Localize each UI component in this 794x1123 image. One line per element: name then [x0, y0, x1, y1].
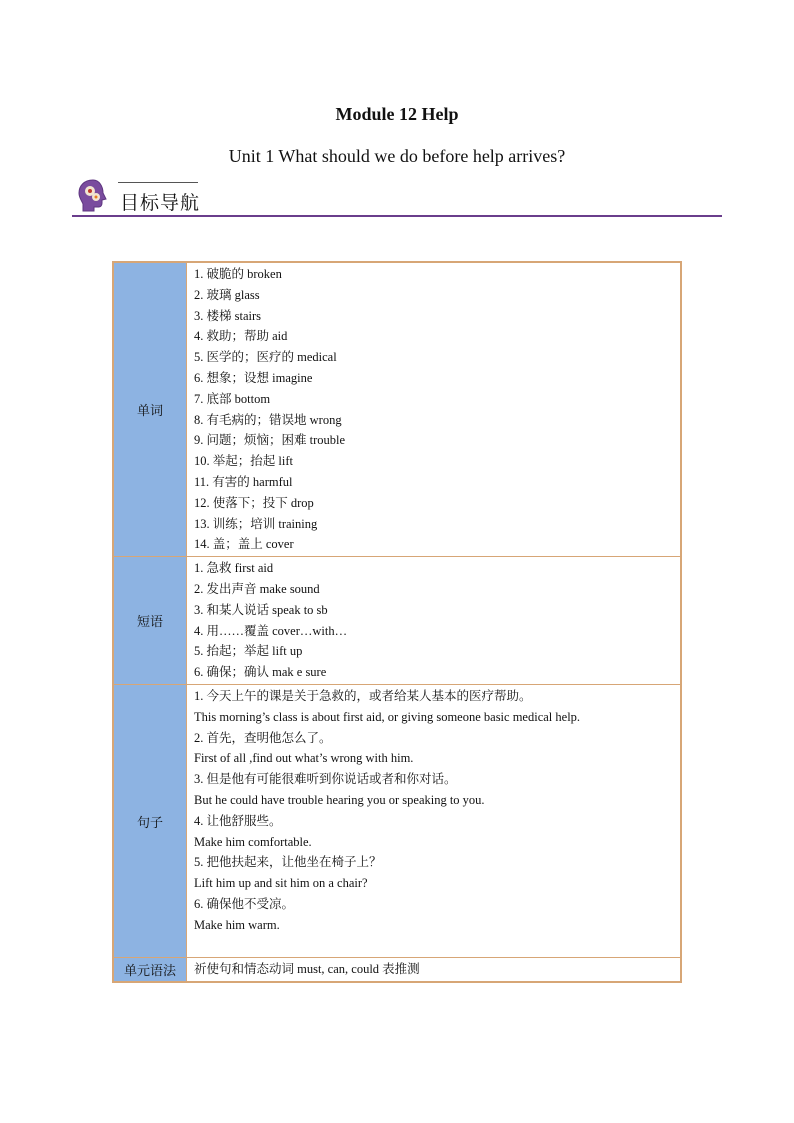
row-items-cell [187, 684, 682, 957]
list-item: 10. 举起；抬起 lift [194, 454, 293, 469]
row-category-label: 单词 [113, 262, 187, 557]
list-item: 13. 训练；培训 training [194, 516, 318, 531]
list-item: 1. 破脆的 broken [194, 267, 282, 281]
list-item: 5. 把他扶起来，让他坐在椅子上？ [194, 855, 382, 870]
vocab-table [112, 261, 682, 983]
blank-line [194, 936, 674, 957]
page-title: Module 12 Help [335, 104, 459, 124]
table-row-grammar [113, 958, 681, 982]
list-item: 12. 使落下；投下 drop [194, 495, 314, 510]
header-top-line [118, 182, 198, 183]
list-item: 3. 但是他有可能很难听到你说话或者和你对话。 [194, 772, 457, 787]
list-item: 4. 让他舒服些。 [194, 813, 282, 828]
list-item: 5. 医学的；医疗的 medical [194, 350, 337, 365]
page-subtitle: Unit 1 What should we do before help arrives? [228, 146, 566, 166]
list-item: 9. 问题；烦恼；困难 trouble [194, 433, 346, 448]
list-item: Make him comfortable. [194, 834, 312, 849]
row-items-cell [187, 262, 682, 557]
list-item: 3. 和某人说话 speak to sb [194, 602, 328, 617]
table-row-phrases [113, 557, 681, 685]
list-item: 8. 有毛病的；错误地 wrong [194, 412, 342, 427]
list-item: 4. 用……覆盖 cover…with… [194, 623, 348, 638]
table-row-sentences [113, 684, 681, 957]
row-category-label: 短语 [113, 557, 187, 685]
list-item: 2. 玻璃 glass [194, 287, 260, 302]
list-item: 6. 想象；设想 imagine [194, 370, 313, 385]
list-item: 2. 发出声音 make sound [194, 581, 320, 596]
list-item: This morning’s class is about first aid, or giving someone basic medical help. [194, 709, 581, 724]
list-item: Make him warm. [194, 917, 280, 932]
list-item: But he could have trouble hearing you or speaking to you. [194, 792, 485, 807]
list-item: First of all ,find out what’s wrong with him. [194, 751, 414, 766]
list-item: 3. 楼梯 stairs [194, 308, 262, 323]
section-header [72, 178, 722, 220]
row-items-cell [187, 958, 682, 982]
list-item: 5. 抬起；举起 lift up [194, 644, 303, 659]
list-item: 7. 底部 bottom [194, 391, 271, 406]
table-row-vocabulary [113, 262, 681, 557]
list-item: 11. 有害的 harmful [194, 474, 293, 489]
list-item: 14. 盖；盖上 cover [194, 537, 294, 552]
row-category-label: 句子 [113, 684, 187, 957]
list-item: 1. 今天上午的课是关于急救的，或者给某人基本的医疗帮助。 [194, 688, 532, 703]
list-item: 2. 首先，查明他怎么了。 [194, 730, 332, 745]
list-item: 6. 确保他不受凉。 [194, 896, 295, 911]
row-category-label: 单元语法 [113, 958, 187, 982]
list-item: 1. 急救 first aid [194, 561, 274, 576]
header-rule [72, 215, 722, 217]
list-item: 4. 救助；帮助 aid [194, 329, 288, 344]
row-items-cell [187, 557, 682, 685]
head-gears-icon [76, 178, 110, 214]
list-item: 祈使句和情态动词 must, can, could 表推测 [194, 962, 420, 977]
list-item: Lift him up and sit him on a chair? [194, 876, 368, 891]
section-heading: 目标导航 [120, 192, 201, 214]
list-item: 6. 确保；确认 mak e sure [194, 665, 327, 680]
